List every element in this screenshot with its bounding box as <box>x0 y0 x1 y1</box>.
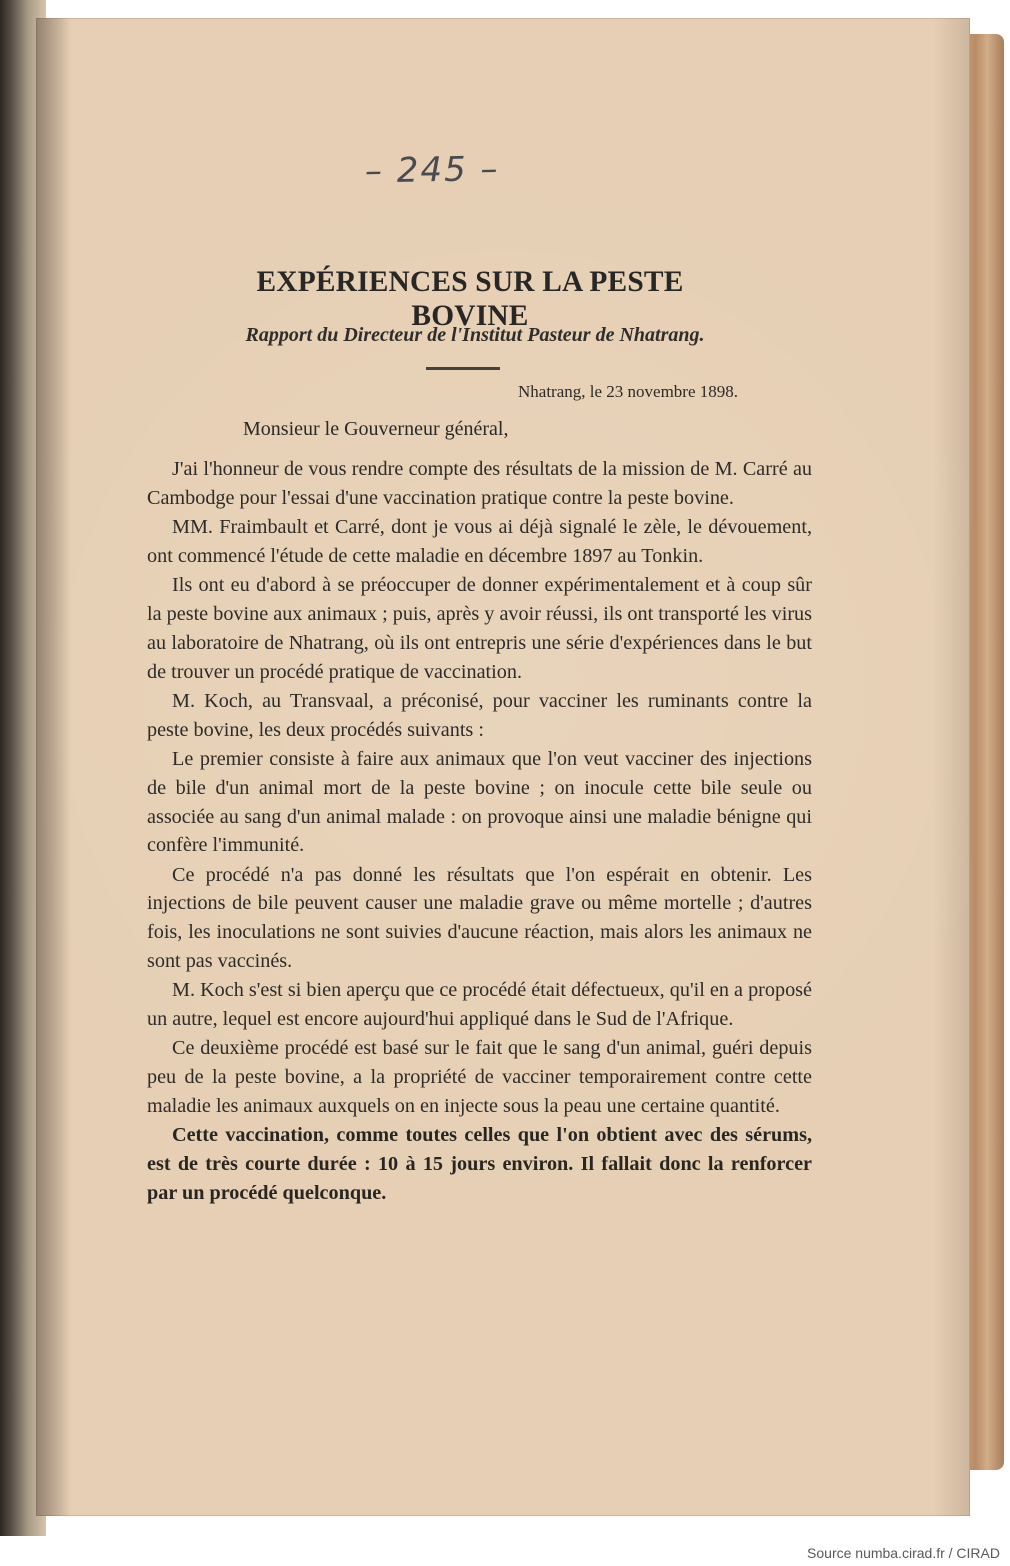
paragraph-2: MM. Fraimbault et Carré, dont je vous ai déjà signalé le zèle, le dévouement, ont commencé l'étude de cette maladie en décembre 1897 au Tonkin. <box>147 516 812 567</box>
document-title: EXPÉRIENCES SUR LA PESTE BOVINE <box>256 265 684 332</box>
paragraph-6: Ce procédé n'a pas donné les résultats que l'on espérait en obtenir. Les injections de bile peuvent causer une maladie grave ou même mortelle ; d'autres fois, les inoculations ne sont suivies d'aucune réaction, mais alors les animaux ne sont pas vaccinés. <box>147 863 812 973</box>
handwritten-page-number: – 245 – <box>364 149 500 192</box>
paragraph-3: Ils ont eu d'abord à se préoccuper de donner expérimentalement et à coup sûr la peste bovine aux animaux ; puis, après y avoir réussi, ils ont transporté les virus au laboratoire de Nhatrang, où ils ont entrepris une série d'expériences dans le but de trouver un procédé pratique de vaccination. <box>147 574 812 683</box>
paragraph-1: J'ai l'honneur de vous rendre compte des résultats de la mission de M. Carré au Cambodge pour l'essai d'une vaccination pratique contre la peste bovine. <box>147 458 812 509</box>
paragraph-9: Cette vaccination, comme toutes celles que l'on obtient avec des sérums, est de très courte durée : 10 à 15 jours environ. Il fallait donc la renforcer par un procédé quelconque. <box>147 1124 812 1204</box>
paragraph-4: M. Koch, au Transvaal, a préconisé, pour vacciner les ruminants contre la peste bovine, les deux procédés suivants : <box>147 689 812 741</box>
paragraph-7: M. Koch s'est si bien aperçu que ce procédé était défectueux, qu'il en a proposé un autre, lequel est encore aujourd'hui appliqué dans le Sud de l'Afrique. <box>147 979 812 1031</box>
source-attribution: Source numba.cirad.fr / CIRAD <box>807 1545 1000 1561</box>
document-body <box>147 455 812 1208</box>
paragraph-8: Ce deuxième procédé est basé sur le fait que le sang d'un animal, guéri depuis peu de la peste bovine, a la propriété de vacciner temporairement contre cette maladie les animaux auxquels on en injecte sous la peau une certaine quantité. <box>147 1037 812 1118</box>
document-subtitle: Rapport du Directeur de l'Institut Pasteur de Nhatrang. <box>245 324 705 346</box>
letter-dateline: Nhatrang, le 23 novembre 1898. <box>518 382 738 401</box>
paragraph-5: Le premier consiste à faire aux animaux que l'on veut vacciner des injections de bile d'un animal mort de la peste bovine ; on inocule cette bile seule ou associée au sang d'un animal malade : on provoque ainsi une maladie bénigne qui confère l'immunité. <box>147 747 812 857</box>
title-divider <box>426 367 500 370</box>
letter-salutation: Monsieur le Gouverneur général, <box>243 418 509 440</box>
